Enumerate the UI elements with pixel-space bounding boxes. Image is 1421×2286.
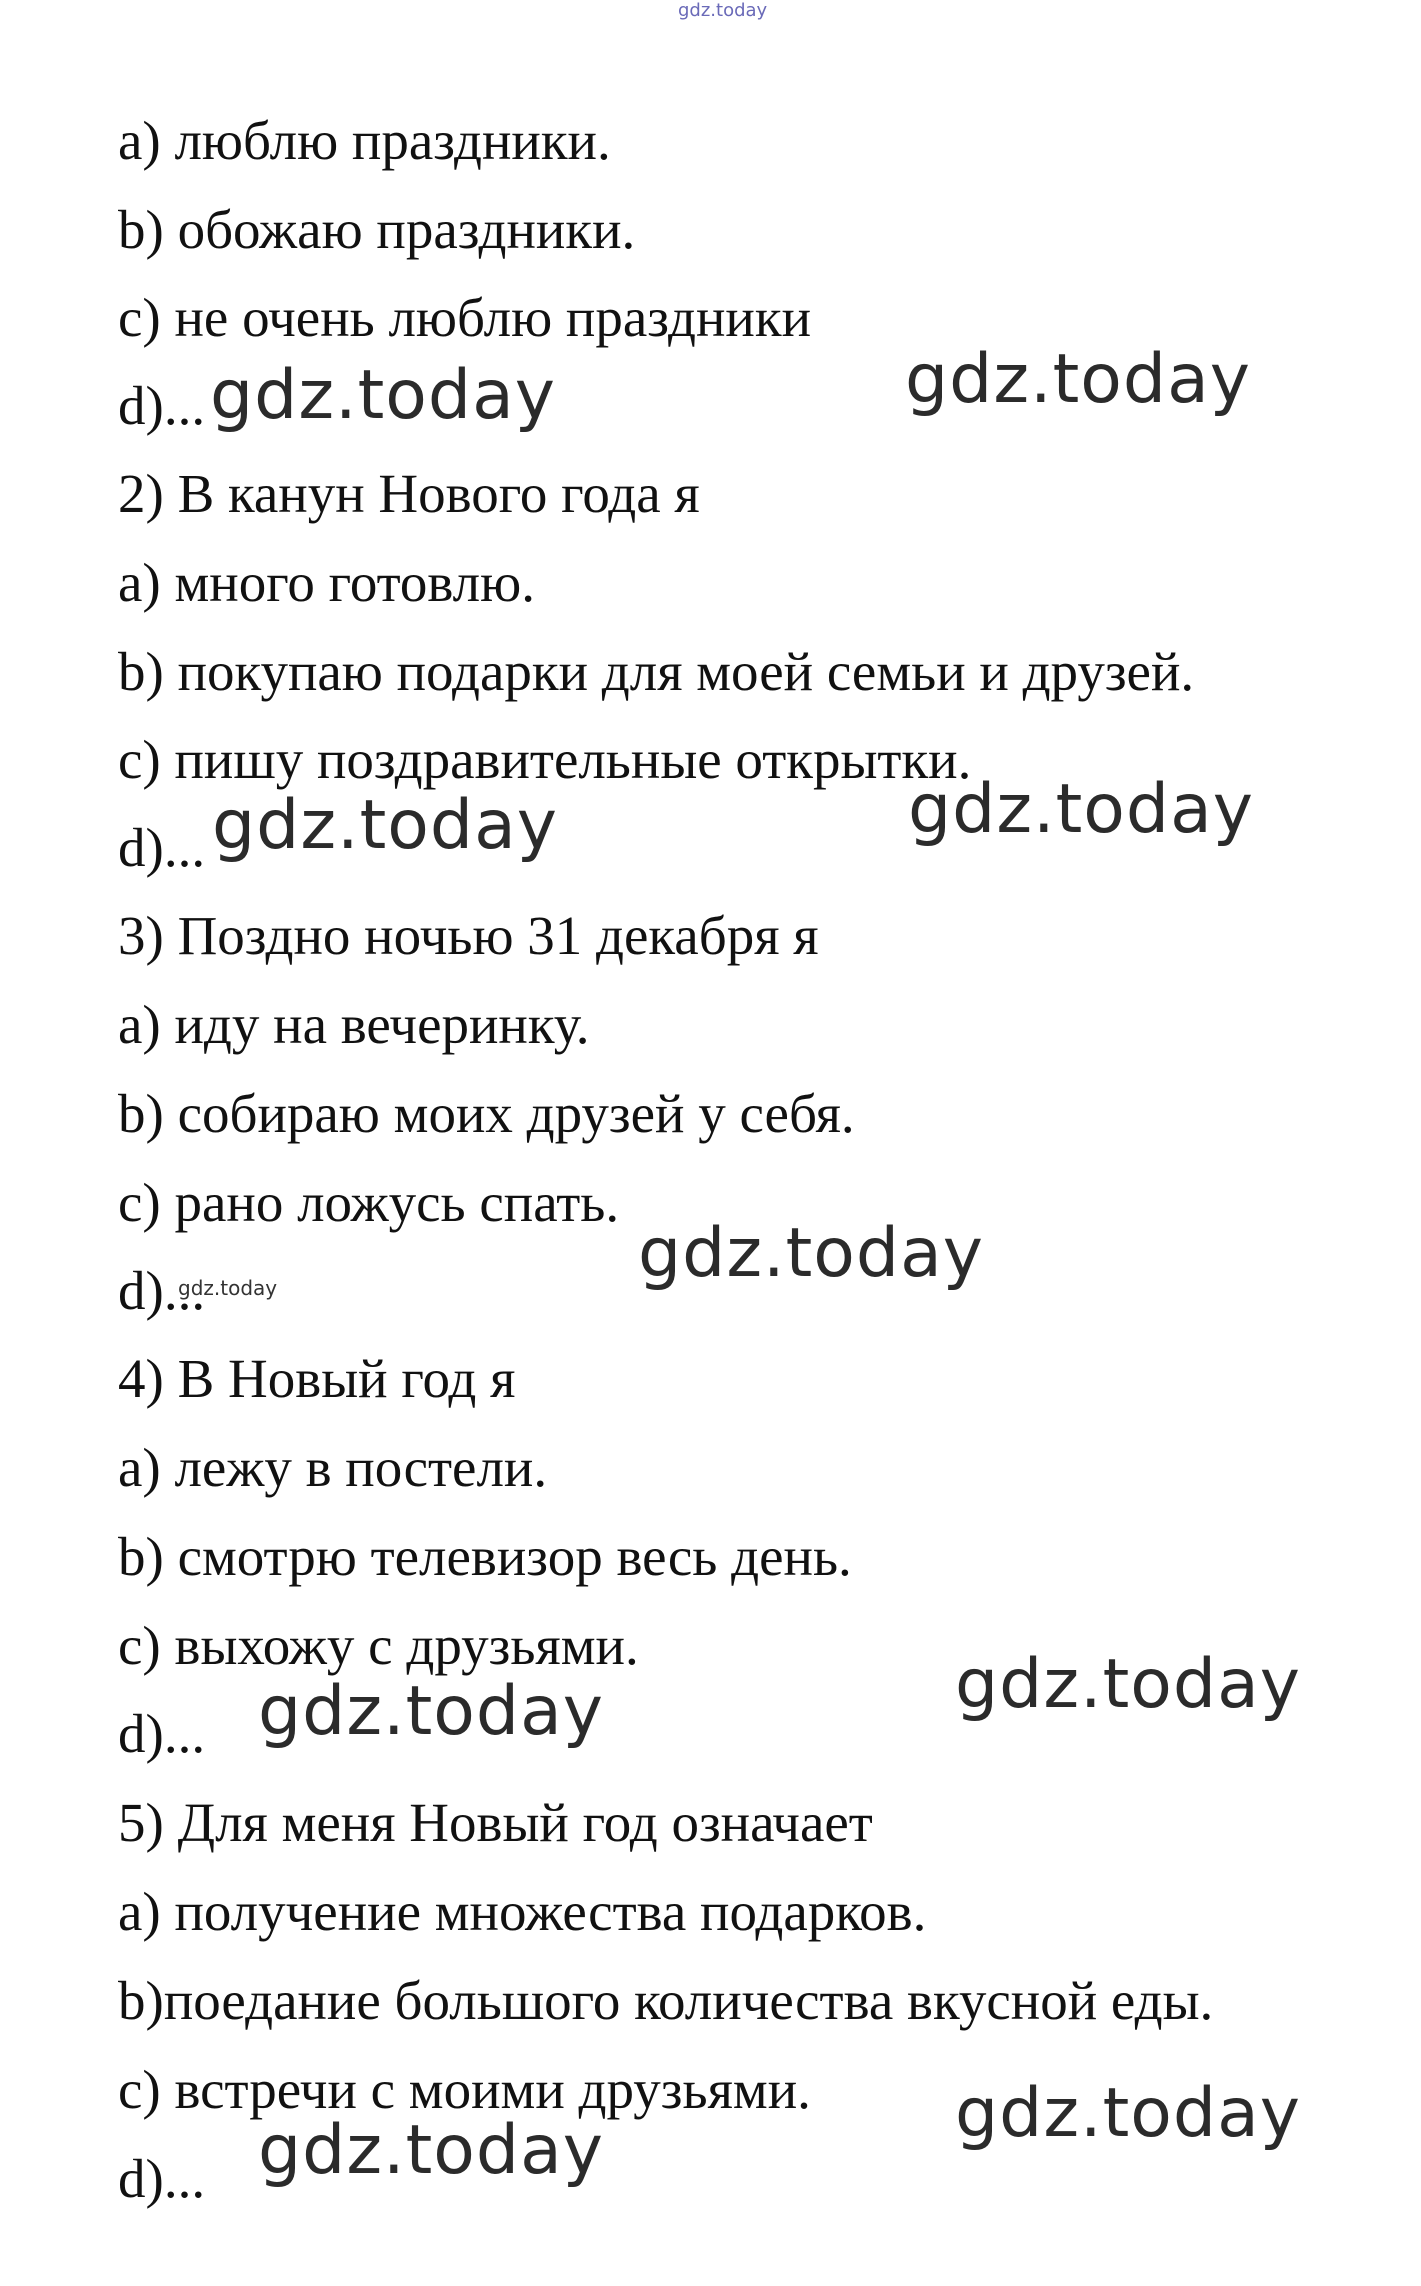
- option-2a: a) много готовлю.: [118, 552, 535, 613]
- question-3: 3) Поздно ночью 31 декабря я: [118, 905, 819, 966]
- option-3a: a) иду на вечеринку.: [118, 994, 590, 1055]
- watermark: gdz.today: [955, 2074, 1301, 2153]
- option-1c: c) не очень люблю праздники: [118, 287, 812, 348]
- option-5b: b)поедание большого количества вкусной еды.: [118, 1970, 1214, 2031]
- option-1b: b) обожаю праздники.: [118, 199, 636, 260]
- option-2b: b) покупаю подарки для моей семьи и друзей.: [118, 641, 1195, 702]
- watermark: gdz.today: [638, 1214, 984, 1293]
- option-4c: c) выхожу с друзьями.: [118, 1615, 639, 1676]
- option-3d: d)...: [118, 1260, 206, 1321]
- question-5: 5) Для меня Новый год означает: [118, 1792, 873, 1853]
- option-5c: c) встречи с моими друзьями.: [118, 2059, 811, 2120]
- watermark: gdz.today: [908, 770, 1254, 849]
- option-4a: a) лежу в постели.: [118, 1437, 548, 1498]
- option-4b: b) смотрю телевизор весь день.: [118, 1526, 852, 1587]
- watermark-top: gdz.today: [678, 0, 768, 21]
- option-3c: c) рано ложусь спать.: [118, 1172, 620, 1233]
- option-5d: d)...: [118, 2148, 206, 2209]
- option-2c: c) пишу поздравительные открытки.: [118, 729, 972, 790]
- watermark: gdz.today: [905, 340, 1251, 419]
- watermark: gdz.today: [955, 1645, 1301, 1724]
- option-3b: b) собираю моих друзей у себя.: [118, 1083, 855, 1144]
- question-2: 2) В канун Нового года я: [118, 463, 700, 524]
- watermark: gdz.today: [258, 2111, 604, 2190]
- option-2d: d)...: [118, 817, 206, 878]
- watermark: gdz.today: [258, 1672, 604, 1751]
- option-1a: a) люблю праздники.: [118, 110, 611, 171]
- question-4: 4) В Новый год я: [118, 1348, 516, 1409]
- watermark: gdz.today: [210, 356, 556, 435]
- option-1d: d)...: [118, 375, 206, 436]
- watermark-small: gdz.today: [178, 1276, 278, 1300]
- option-5a: a) получение множества подарков.: [118, 1881, 927, 1942]
- option-4d: d)...: [118, 1703, 206, 1764]
- watermark: gdz.today: [212, 786, 558, 865]
